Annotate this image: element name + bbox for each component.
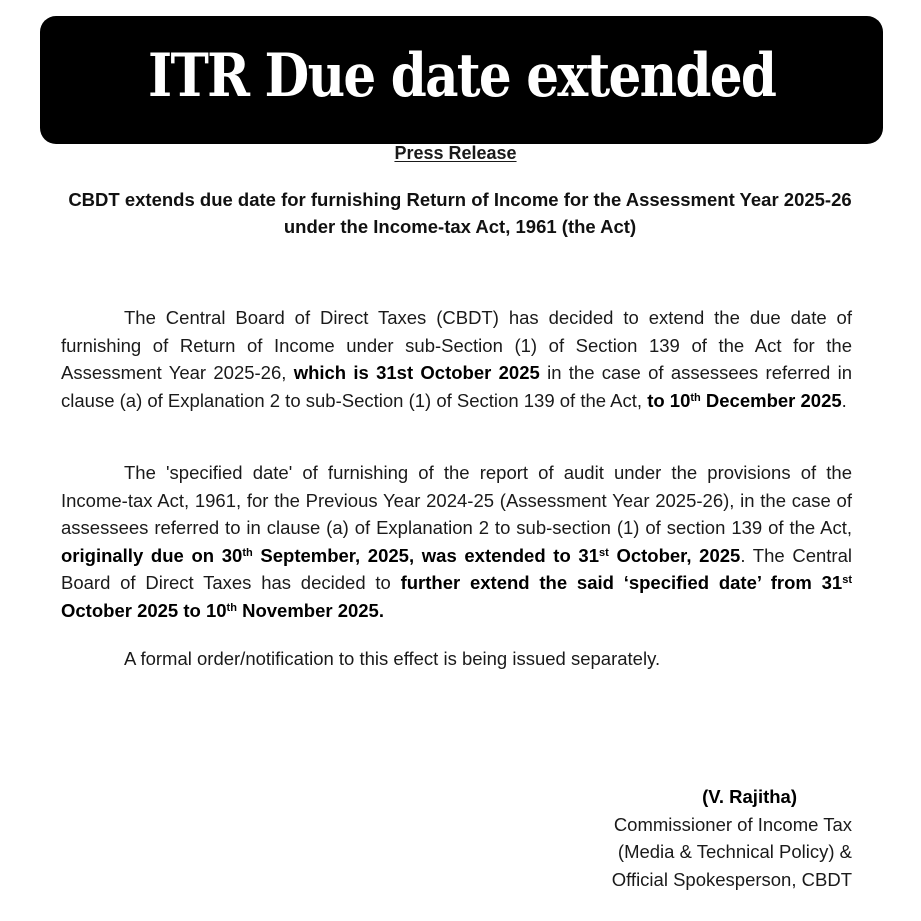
press-release-heading: Press Release bbox=[394, 143, 517, 163]
signatory-title-line-1: Commissioner of Income Tax bbox=[613, 813, 852, 835]
p1-text-a: The Central Board of Direct Taxes (CBDT) has decided to extend the due date of furnishing of Return of Income under sub-Section (1) of Section 139 of the Act for the Assessment Year 2025-26, bbox=[61, 307, 852, 384]
p2-text-a: The 'specified date' of furnishing of the report of audit under the provisions of the Income-tax Act, 1961, for the Previous Year 2024-25 (Assessment Year 2025-26), in the case of assessees referred to in clause (a) of Explanation 2 to sub-section (1) of section 139 of the Act, bbox=[61, 462, 852, 539]
p1-bold-new-date bbox=[647, 390, 841, 411]
p1-sup: th bbox=[690, 391, 701, 404]
title-banner bbox=[40, 16, 883, 144]
signatory-title-line-3: Official Spokesperson, CBDT bbox=[611, 868, 852, 890]
p2-sup-b: th bbox=[242, 546, 253, 559]
signatory-title-line-2: (Media & Technical Policy) & bbox=[617, 841, 852, 862]
signatory-name: (V. Rajitha) bbox=[702, 786, 797, 807]
p3-text: A formal order/notification to this effect is being issued separately. bbox=[124, 648, 661, 669]
press-release-subject: CBDT extends due date for furnishing Return of Income for the Assessment Year 2025-26 under the Income-tax Act, 1961 (the Act) bbox=[68, 189, 852, 237]
paragraph-2 bbox=[61, 459, 852, 625]
p2-bold-g: October 2025 to 10 bbox=[61, 599, 227, 621]
p1-bold-d: to 10 bbox=[647, 389, 691, 411]
p2-text-e: . The Central Board of Direct Taxes has decided to bbox=[61, 544, 852, 594]
p2-bold-d: October, 2025 bbox=[608, 544, 741, 566]
p2-sup-c: st bbox=[599, 546, 609, 559]
p2-bold-h: November 2025. bbox=[236, 599, 384, 621]
p2-bold-c: September, 2025, was extended to 31 bbox=[252, 544, 599, 566]
p1-bold-current-due-date: which is 31st October 2025 bbox=[293, 362, 540, 384]
signature-block bbox=[612, 783, 852, 893]
p2-bold-f: further extend the said ‘specified date’ from 31 bbox=[400, 572, 843, 594]
p1-text-c: in the case of assessees referred in clause (a) of Explanation 2 to sub-Section (1) of Section 139 of the Act, bbox=[61, 362, 852, 411]
p2-bold-b: originally due on 30 bbox=[61, 544, 243, 566]
p1-text-f: . bbox=[841, 389, 847, 411]
banner-title: ITR Due date extended bbox=[147, 41, 776, 111]
p2-sup-g: th bbox=[226, 601, 237, 614]
p2-sup-f: st bbox=[842, 574, 852, 587]
p1-bold-e: December 2025 bbox=[700, 389, 842, 411]
paragraph-1 bbox=[61, 304, 852, 414]
paragraph-3 bbox=[61, 645, 852, 673]
p2-bold-original-extension bbox=[61, 545, 740, 566]
